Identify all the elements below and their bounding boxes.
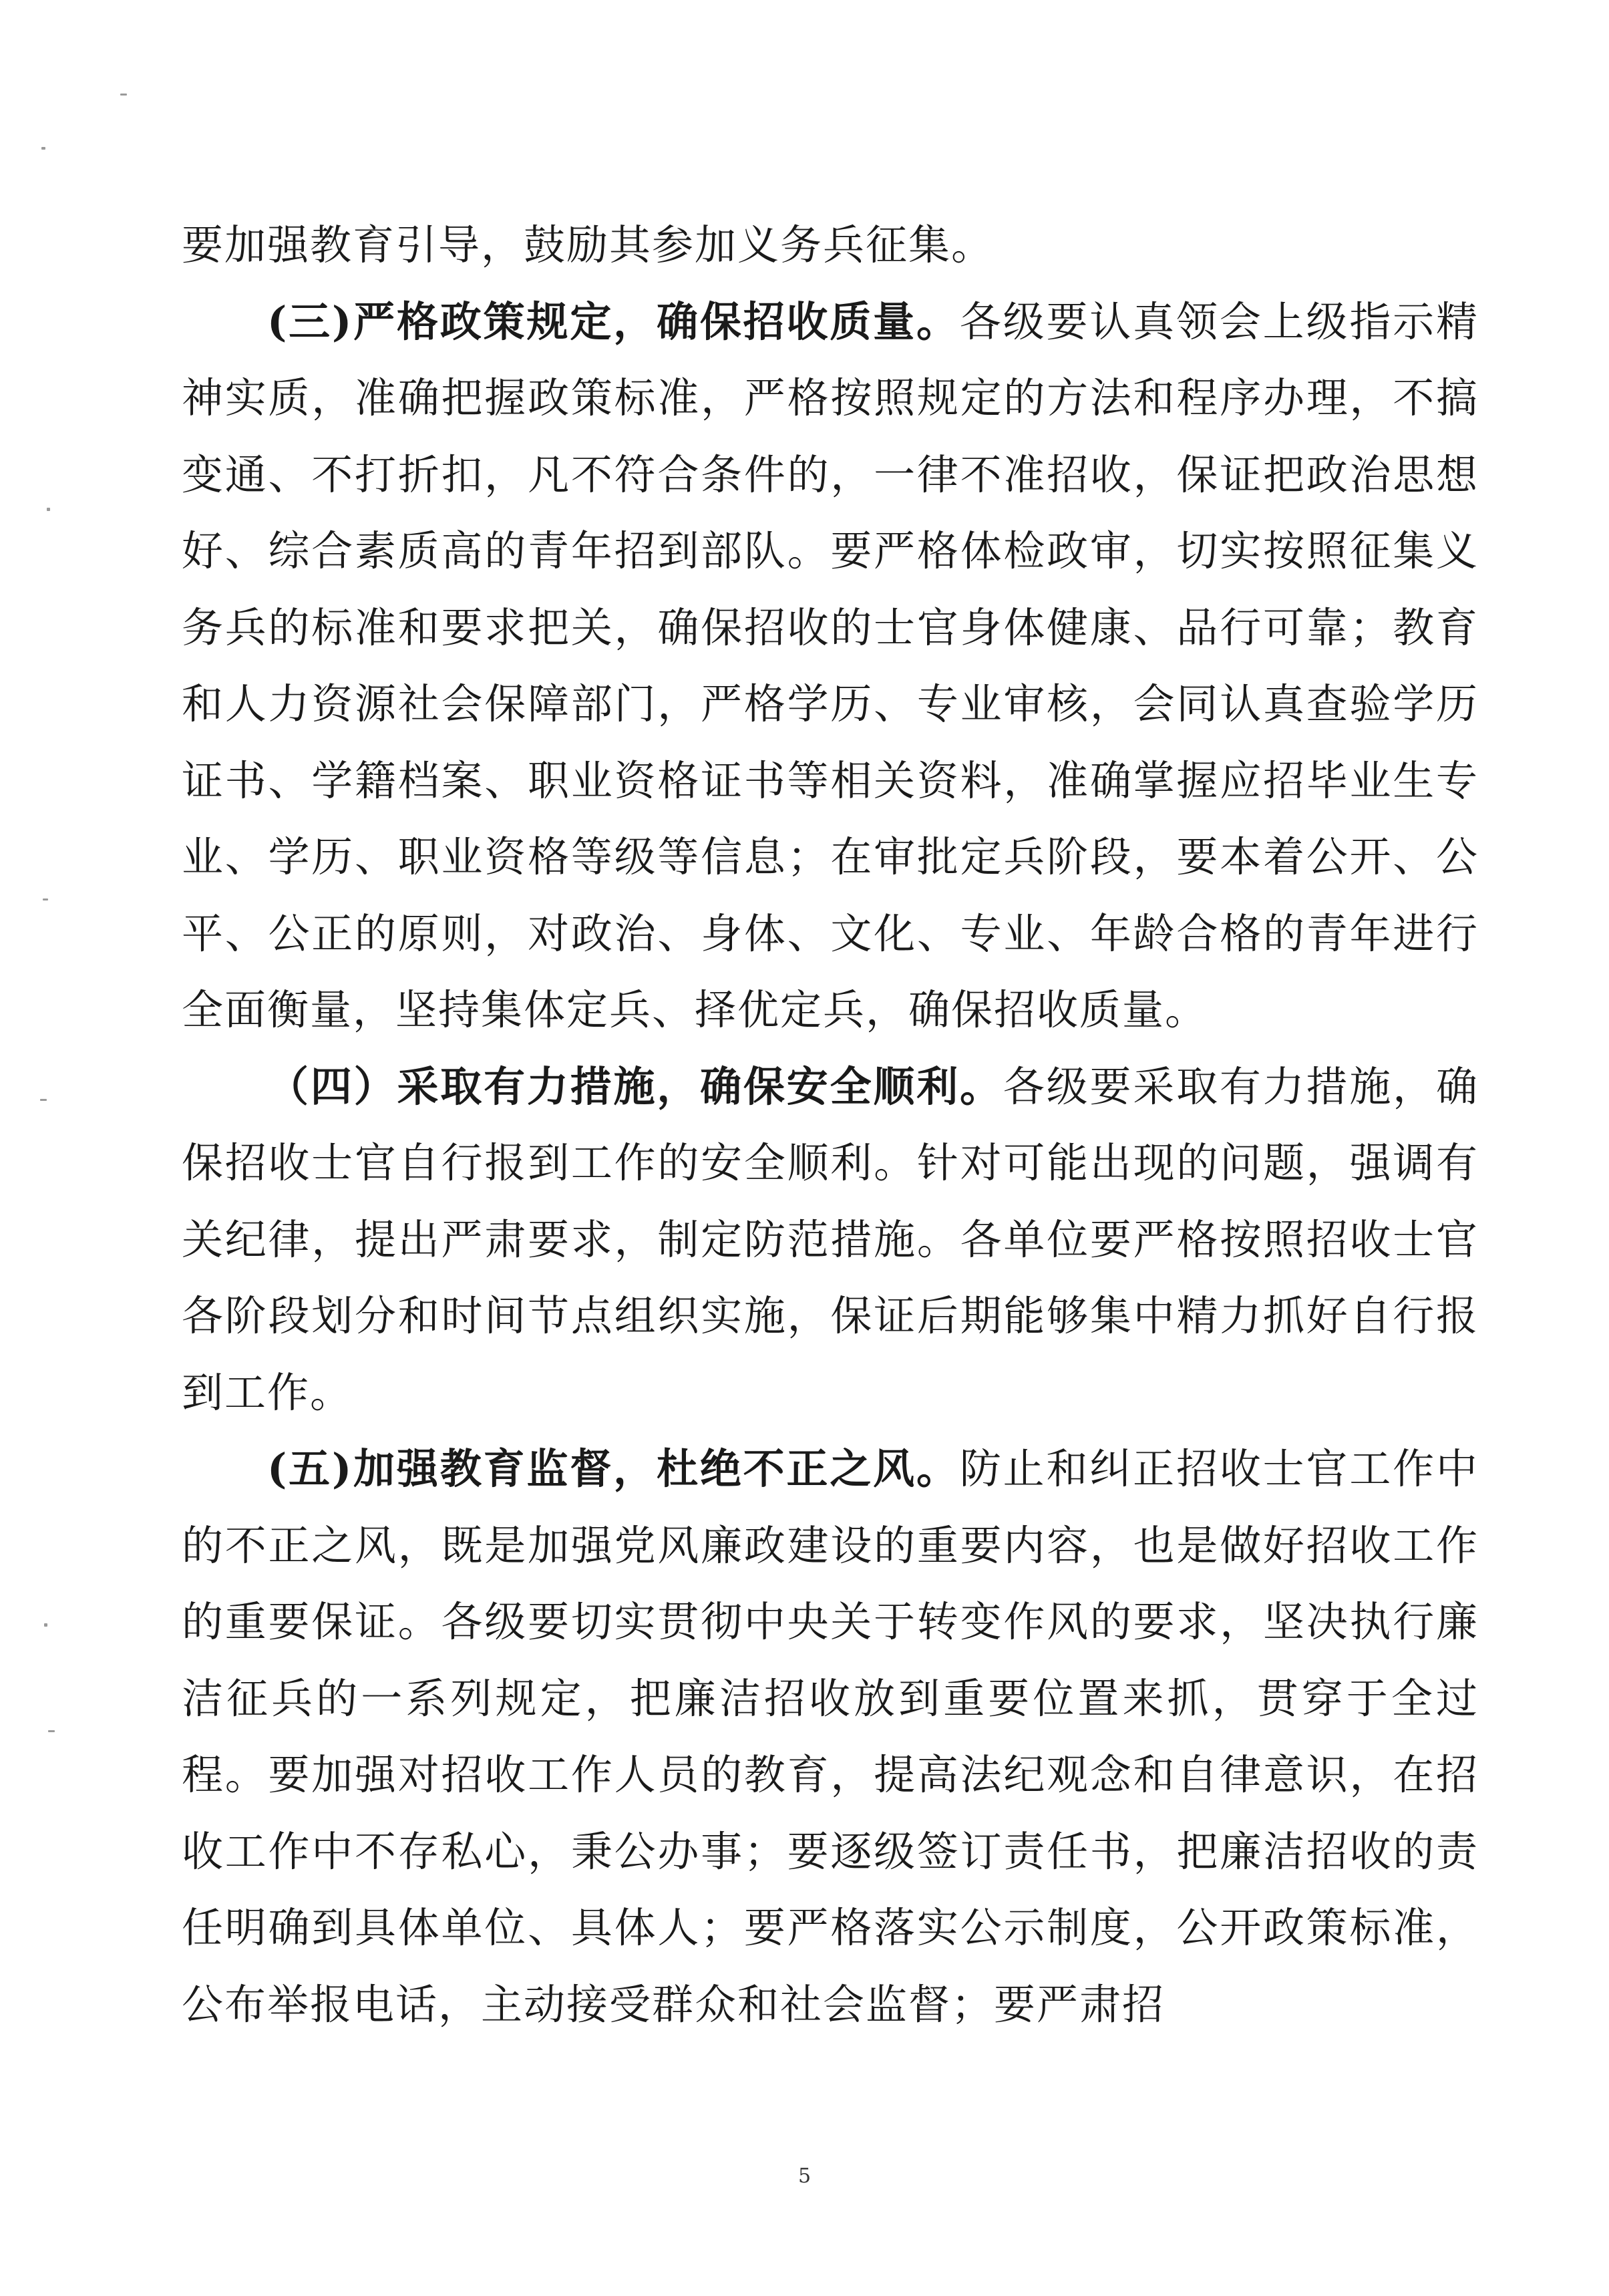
paragraph-section-3 (182, 284, 1479, 1049)
page-number: 5 (797, 2164, 812, 2188)
scan-speck (41, 147, 45, 150)
section-5-body: 防止和纠正招收士官工作中的不正之风，既是加强党风廉政建设的重要内容，也是做好招收工作的重要保证。各级要切实贯彻中央关于转变作风的要求，坚决执行廉洁征兵的一系列规定，把廉洁招收放到重要位置来抓，贯穿于全过程。要加强对招收工作人员的教育，提高法纪观念和自律意识，在招收工作中不存私心，秉公办事；要逐级签订责任书，把廉洁招收的责任明确到具体单位、具体人；要严格落实公示制度，公开政策标准，公布举报电话，主动接受群众和社会监督；要严肃招 (182, 1444, 1479, 2029)
paragraph-section-4 (182, 1049, 1479, 1432)
scan-speck (48, 1730, 55, 1732)
section-3-heading: (三)严格政策规定，确保招收质量。 (267, 297, 960, 346)
paragraph-section-5 (182, 1431, 1479, 2043)
scan-speck (43, 898, 48, 900)
section-3-body: 各级要认真领会上级指示精神实质，准确把握政策标准，严格按照规定的方法和程序办理，不搞变通、不打折扣，凡不符合条件的，一律不准招收，保证把政治思想好、综合素质高的青年招到部队。要严格体检政审，切实按照征集义务兵的标准和要求把关，确保招收的士官身体健康、品行可靠；教育和人力资源社会保障部门，严格学历、专业审核，会同认真查验学历证书、学籍档案、职业资格证书等相关资料，准确掌握应招毕业生专业、学历、职业资格等级等信息；在审批定兵阶段，要本着公开、公平、公正的原则，对政治、身体、文化、专业、年龄合格的青年进行全面衡量，坚持集体定兵、择优定兵，确保招收质量。 (182, 297, 1479, 1034)
scan-speck (44, 1623, 47, 1627)
section-4-heading: （四）采取有力措施，确保安全顺利。 (267, 1061, 1003, 1111)
document-body (182, 207, 1479, 2043)
scan-speck (120, 94, 127, 96)
scan-speck (40, 1099, 47, 1101)
paragraph-intro (182, 207, 1479, 284)
section-4-body: 各级要采取有力措施，确保招收士官自行报到工作的安全顺利。针对可能出现的问题，强调有关纪律，提出严肃要求，制定防范措施。各单位要严格按照招收士官各阶段划分和时间节点组织实施，保证后期能够集中精力抓好自行报到工作。 (182, 1061, 1479, 1417)
section-5-heading: (五)加强教育监督，杜绝不正之风。 (267, 1444, 960, 1493)
scan-speck (47, 508, 50, 511)
paragraph-intro-body: 要加强教育引导，鼓励其参加义务兵征集。 (182, 220, 995, 269)
